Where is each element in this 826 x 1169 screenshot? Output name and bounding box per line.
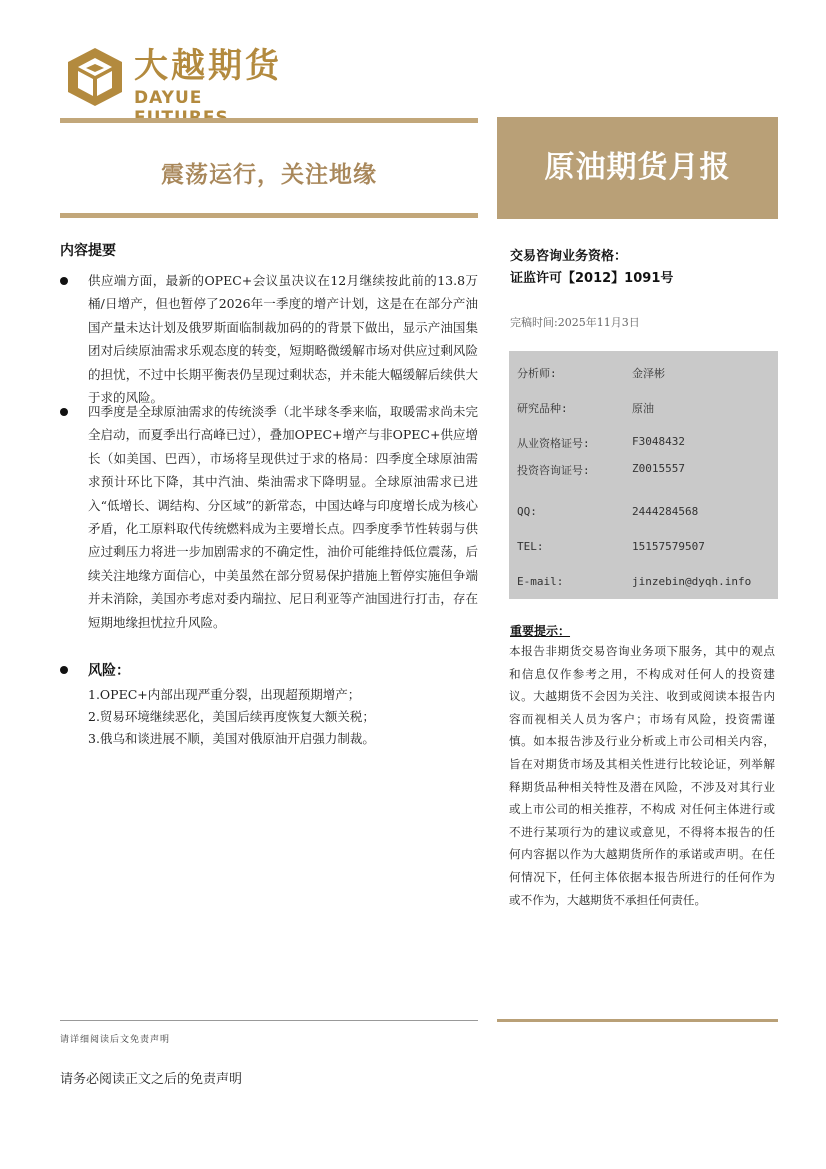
completion-date: 完稿时间:2025年11月3日 [510, 316, 640, 329]
notice-heading: 重要提示： [510, 624, 571, 638]
product-label: 研究品种: [517, 402, 568, 415]
analyst-name: 金泽彬 [632, 367, 665, 380]
footer-note: 请详细阅读后文免责声明 [60, 1035, 171, 1045]
email-label: E-mail: [517, 575, 564, 588]
email-value: jinzebin@dyqh.info [632, 575, 752, 588]
bullet-icon [60, 666, 70, 676]
brand-name-cn: 大越期货 [134, 46, 282, 86]
risk-item: 2.贸易环境继续恶化，美国后续再度恢复大额关税； [88, 709, 375, 724]
bullet-icon [60, 408, 70, 418]
practice-cert-label: 从业资格证号: [517, 437, 590, 450]
company-logo [64, 44, 304, 114]
brand-name-en: DAYUE [134, 88, 203, 108]
footer-disclaimer: 请务必阅读正文之后的免责声明 [60, 1072, 243, 1087]
advisory-cert-label: 投资咨询证号: [517, 464, 590, 477]
footer-rule-right [497, 1019, 778, 1022]
report-subtitle: 震荡运行，关注地缘 [161, 162, 377, 188]
summary-paragraph-supply: 供应端方面，最新的OPEC+会议虽决议在12月继续按此前的13.8万桶/日增产，但也暂停了2026年一季度的增产计划，这是在在部分产油国产量未达计划及俄罗斯面临制裁加码的的背景下做出，显示产油国集团对后续原油需求乐观态度的转变，短期略微缓解市场对供应过剩风险的担忧，不过中长期平衡表仍呈现过剩状态，并未能大幅缓解后续供大于求的风险。 [88, 273, 478, 406]
header-top-rule [60, 118, 478, 123]
risk-item: 1.OPEC+内部出现严重分裂，出现超预期增产； [88, 687, 361, 702]
tel-label: TEL: [517, 540, 544, 553]
footer-rule-left [60, 1020, 478, 1021]
tel-value: 15157579507 [632, 540, 705, 553]
risk-heading: 风险： [88, 663, 130, 679]
analyst-label: 分析师: [517, 367, 557, 380]
report-title: 原油期货月报 [544, 150, 731, 185]
advisory-cert-value: Z0015557 [632, 462, 685, 475]
practice-cert-value: F3048432 [632, 435, 685, 448]
header-bottom-rule [60, 213, 478, 218]
bullet-icon [60, 277, 70, 287]
qualification-line: 交易咨询业务资格： [510, 249, 628, 264]
qq-value: 2444284568 [632, 505, 699, 518]
license-number: 证监许可【2012】1091号 [510, 271, 674, 286]
product-value: 原油 [632, 402, 654, 415]
summary-heading: 内容提要 [60, 243, 116, 259]
qq-label: QQ: [517, 505, 537, 518]
summary-paragraph-demand: 四季度是全球原油需求的传统淡季（北半球冬季来临，取暖需求尚未完全启动，而夏季出行高峰已过），叠加OPEC+增产与非OPEC+供应增长（如美国、巴西），市场将呈现供过于求的格局：四季度全球原油需求预计环比下降，其中汽油、柴油需求下降明显。全球原油需求已进入“低增长、调结构、分区域”的新常态，中国达峰与印度增长成为核心矛盾，化工原料取代传统燃料成为主要增长点。四季度季节性转弱与供应过剩压力将进一步加剧需求的不确定性，油价可能维持低位震荡，后续关注地缘方面信心，中美虽然在部分贸易保护措施上暂停实施但争端并未消除，美国亦考虑对委内瑞拉、尼日利亚等产油国进行打击，存在短期地缘担忧拉升风险。 [88, 404, 478, 630]
notice-body: 本报告非期货交易咨询业务项下服务，其中的观点和信息仅作参考之用，不构成对任何人的投资建议。大越期货不会因为关注、收到或阅读本报告内容而视相关人员为客户；市场有风险，投资需谨慎。如本报告涉及行业分析或上市公司相关内容，旨在对期货市场及其相关性进行比较论证，列举解释期货品种相关特性及潜在风险，不涉及对其行业或上市公司的相关推荐，不构成 对任何主体进行或不进行某项行为的建议或意见，不得将本报告的任何内容据以作为大越期货所作的承诺或声明。在任何情况下，任何主体依据本报告所进行的任何作为或不作为，大越期货不承担任何责任。 [509, 644, 775, 907]
risk-item: 3.俄乌和谈进展不顺，美国对俄原油开启强力制裁。 [88, 731, 375, 746]
logo-cube-icon [64, 46, 126, 108]
